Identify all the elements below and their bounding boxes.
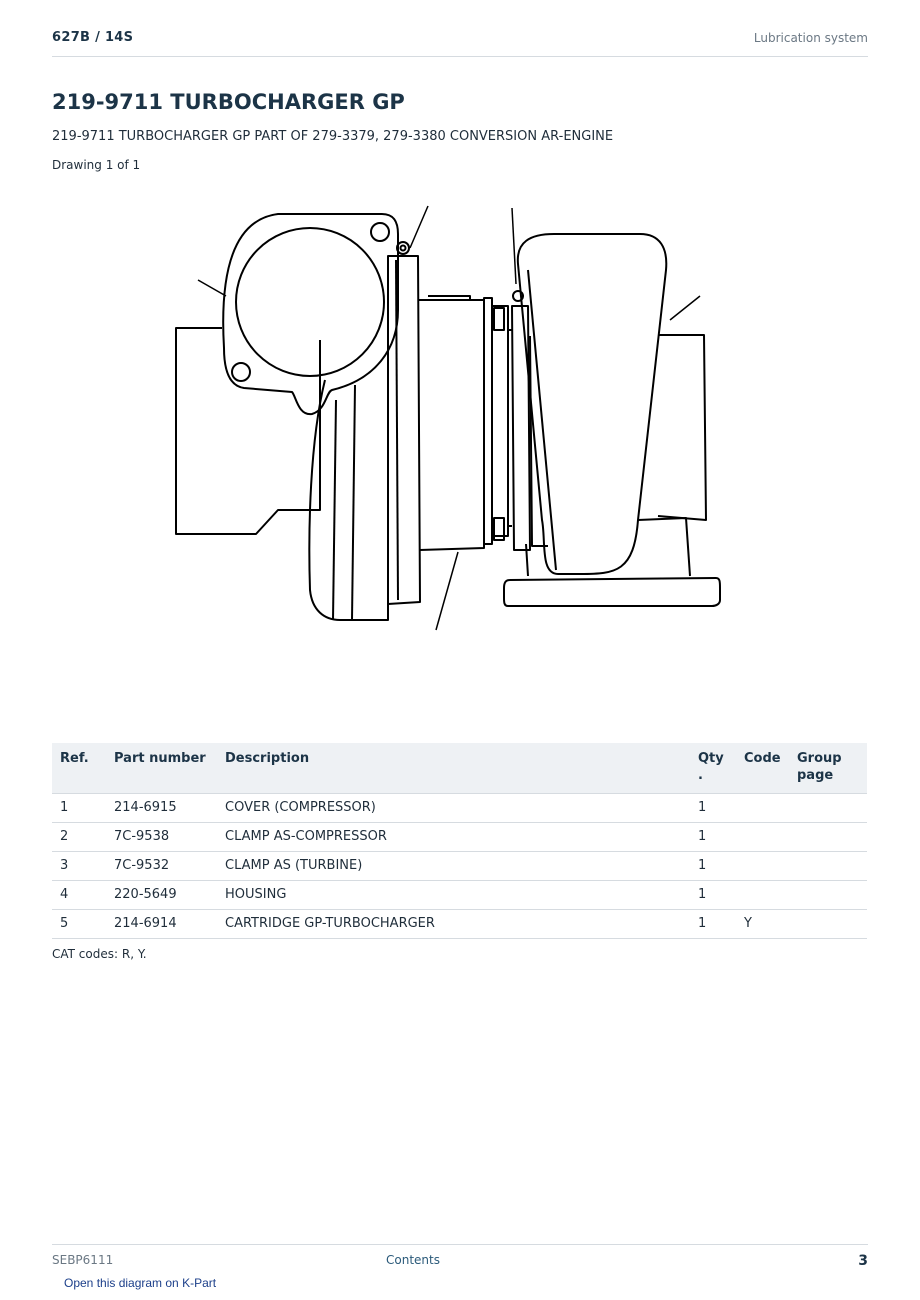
table-row <box>52 881 867 910</box>
cell-qty: 1 <box>690 910 736 939</box>
cell-code <box>736 852 789 881</box>
table-row <box>52 910 867 939</box>
col-qty: Qty . <box>690 743 736 794</box>
page-header <box>52 28 868 57</box>
compressor-clamp <box>388 256 420 604</box>
compressor-cover-flange <box>223 214 398 414</box>
table-header-row <box>52 743 867 794</box>
col-part-number: Part number <box>106 743 217 794</box>
cell-part-number: 214-6914 <box>106 910 217 939</box>
document-id: SEBP6111 <box>52 1253 114 1267</box>
cell-group-page <box>789 852 867 881</box>
cell-description: CLAMP AS (TURBINE) <box>217 852 690 881</box>
parts-table <box>52 743 867 939</box>
cell-group-page <box>789 910 867 939</box>
contents-link[interactable]: Contents <box>386 1253 440 1267</box>
cell-part-number: 7C-9538 <box>106 823 217 852</box>
cell-qty: 1 <box>690 794 736 823</box>
turbine-clamp <box>512 306 530 550</box>
cell-part-number: 214-6915 <box>106 794 217 823</box>
section-label: Lubrication system <box>753 31 868 45</box>
cell-ref: 5 <box>52 910 106 939</box>
table-row <box>52 852 867 881</box>
cell-qty: 1 <box>690 881 736 910</box>
leader-line-2 <box>410 206 428 248</box>
cell-description: HOUSING <box>217 881 690 910</box>
compressor-cover-bore <box>236 228 384 376</box>
page-number: 3 <box>858 1253 868 1269</box>
table-row <box>52 794 867 823</box>
model-label: 627B / 14S <box>52 30 134 45</box>
cell-code: Y <box>736 910 789 939</box>
bolt-top <box>494 308 504 330</box>
cell-description: CARTRIDGE GP-TURBOCHARGER <box>217 910 690 939</box>
page-title: 219-9711 TURBOCHARGER GP <box>52 90 405 114</box>
cat-codes-note: CAT codes: R, Y. <box>52 947 147 961</box>
cell-ref: 1 <box>52 794 106 823</box>
cell-group-page <box>789 881 867 910</box>
kpart-link[interactable]: Open this diagram on K-Part <box>64 1276 217 1290</box>
leader-line-1 <box>198 280 226 296</box>
cell-description: COVER (COMPRESSOR) <box>217 794 690 823</box>
cell-ref: 2 <box>52 823 106 852</box>
cell-description: CLAMP AS-COMPRESSOR <box>217 823 690 852</box>
cell-part-number: 220-5649 <box>106 881 217 910</box>
cell-qty: 1 <box>690 852 736 881</box>
page-subtitle: 219-9711 TURBOCHARGER GP PART OF 279-3379, 279-3380 CONVERSION AR-ENGINE <box>52 129 614 144</box>
turbine-base-flange <box>504 578 720 606</box>
compressor-scroll <box>309 380 388 620</box>
leader-line-5 <box>436 552 458 630</box>
cell-ref: 3 <box>52 852 106 881</box>
cell-code <box>736 823 789 852</box>
drawing-count: Drawing 1 of 1 <box>52 158 141 172</box>
col-group-page: Group page <box>789 743 867 794</box>
leader-line-3 <box>512 208 516 284</box>
col-description: Description <box>217 743 690 794</box>
page-footer <box>52 1244 868 1275</box>
leader-line-4 <box>670 296 700 320</box>
table-row <box>52 823 867 852</box>
bolt-hole-top <box>371 223 389 241</box>
cell-group-page <box>789 794 867 823</box>
compressor-outlet <box>176 328 320 534</box>
bolt-hole-bottom <box>232 363 250 381</box>
col-ref: Ref. <box>52 743 106 794</box>
cell-code <box>736 794 789 823</box>
cell-code <box>736 881 789 910</box>
cell-qty: 1 <box>690 823 736 852</box>
cell-group-page <box>789 823 867 852</box>
col-code: Code <box>736 743 789 794</box>
turbocharger-diagram <box>160 200 760 700</box>
center-housing <box>418 300 484 550</box>
cell-part-number: 7C-9532 <box>106 852 217 881</box>
cell-ref: 4 <box>52 881 106 910</box>
